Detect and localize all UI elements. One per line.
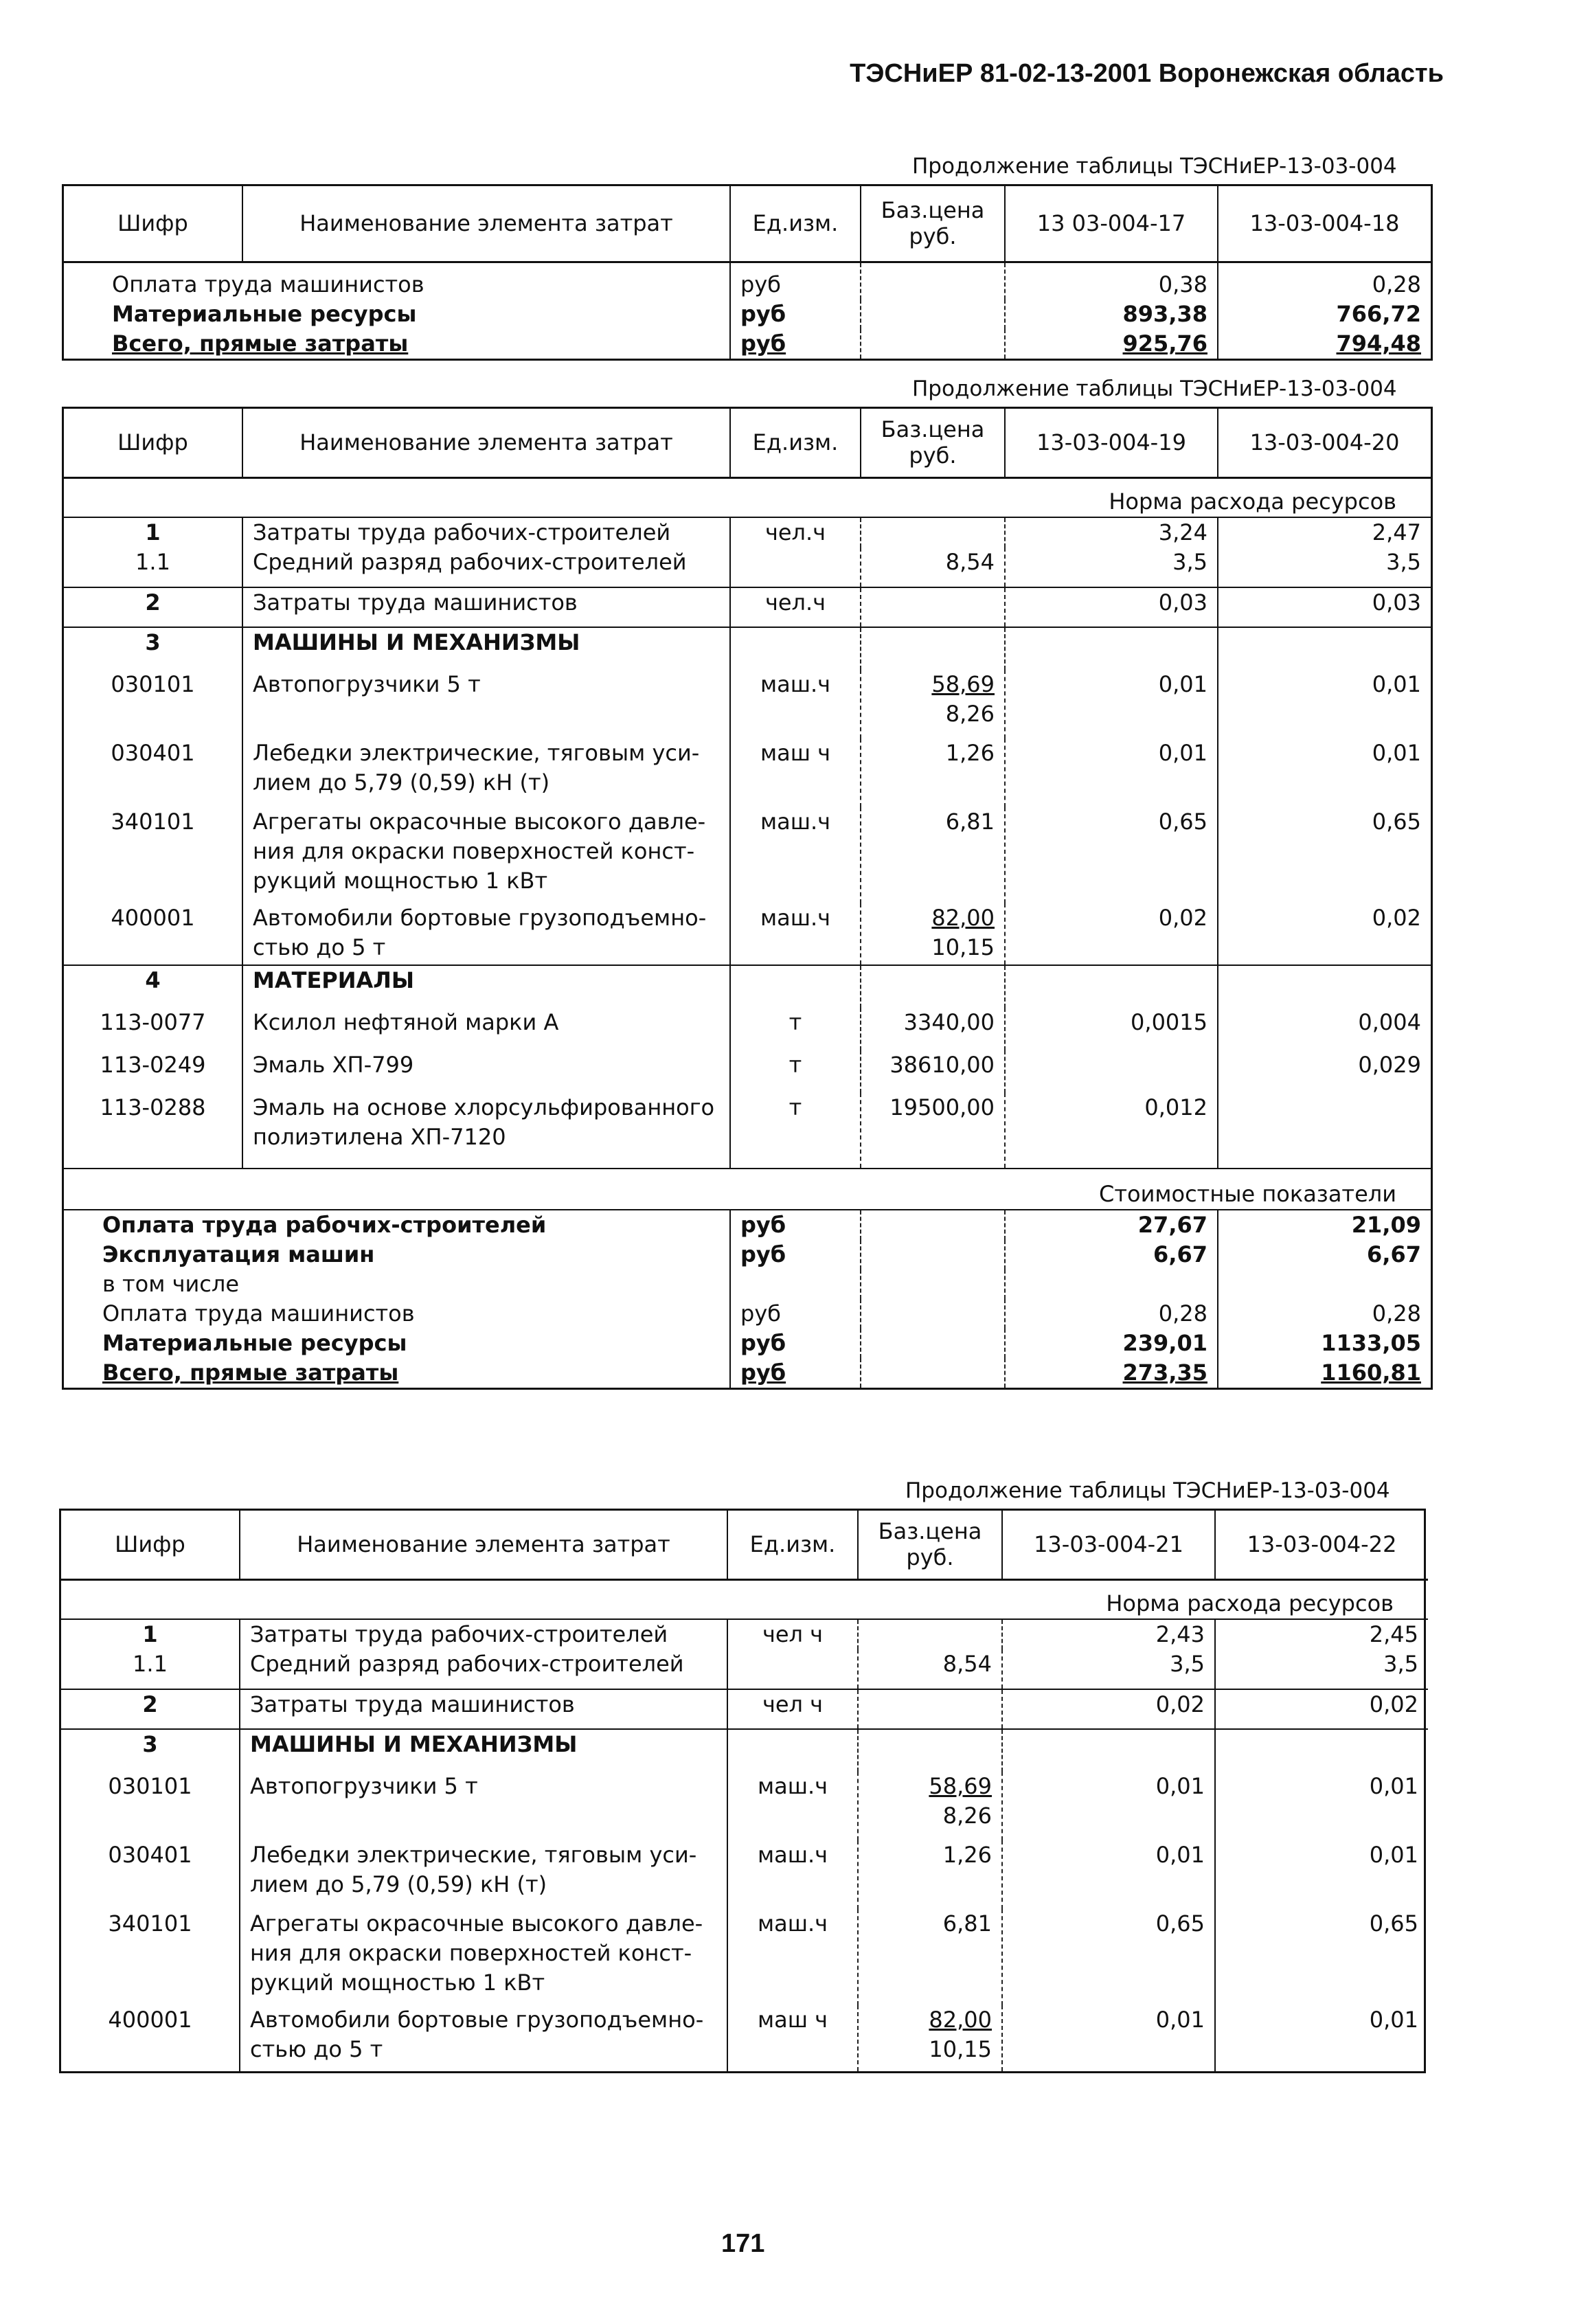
cost-table-1	[62, 184, 1433, 361]
table-row: 113-0077 Ксилол нефтяной марки А т 3340,00 0,0015 0,004	[64, 1008, 1431, 1050]
table-caption: Продолжение таблицы ТЭСНиЕР-13-03-004	[905, 1478, 1390, 1503]
col-unit-header: Ед.изм.	[727, 1511, 858, 1579]
table-row: 030101 Автопогрузчики 5 т маш.ч 58,69 8,26 0,01 0,01	[61, 1772, 1428, 1840]
cost-heading: Стоимостные показатели	[64, 1169, 1431, 1210]
col-a-header: 13-03-004-21	[1002, 1511, 1215, 1579]
table-row: 1 Затраты труда рабочих-строителей чел.ч 3,24 2,47	[64, 517, 1431, 548]
table-row: 1 Затраты труда рабочих-строителей чел ч 2,43 2,45	[61, 1619, 1428, 1649]
col-a-header: 13 03-004-17	[1005, 186, 1218, 262]
cost-row: Материальные ресурсы руб 893,38 766,72	[64, 300, 1431, 329]
table-caption: Продолжение таблицы ТЭСНиЕР-13-03-004	[912, 154, 1397, 179]
cost-row: Оплата труда машинистов руб 0,38 0,28	[64, 262, 1431, 300]
col-b-header: 13-03-004-20	[1218, 409, 1431, 477]
col-name-header: Наименование элемента затрат	[242, 409, 730, 477]
table-row: 030101 Автопогрузчики 5 т маш.ч 58,69 8,26 0,01 0,01	[64, 670, 1431, 738]
cost-row: Всего, прямые затраты руб 273,35 1160,81	[64, 1358, 1431, 1388]
col-code-header: Шифр	[61, 1511, 240, 1579]
cost-row: Материальные ресурсы руб 239,01 1133,05	[64, 1329, 1431, 1358]
col-price-header: Баз.цена руб.	[861, 186, 1005, 262]
col-code-header: Шифр	[64, 186, 242, 262]
resource-table-2	[62, 407, 1433, 1390]
table-row: 3 МАШИНЫ И МЕХАНИЗМЫ	[64, 627, 1431, 670]
cost-row: Оплата труда рабочих-строителей руб 27,67 21,09	[64, 1210, 1431, 1240]
table-row: 030401 Лебедки электрические, тяговым уси- лием до 5,79 (0,59) кН (т) маш ч 1,26 0,01 0,01	[64, 738, 1431, 807]
table-row: 400001 Автомобили бортовые грузоподъемно- стью до 5 т маш.ч 82,00 10,15 0,02 0,02	[64, 903, 1431, 965]
table-row: 340101 Агрегаты окрасочные высокого давле- ния для окраски поверхностей конст- рукций мощностью 1 кВт маш.ч 6,81 0,65 0,65	[64, 807, 1431, 903]
col-code-header: Шифр	[64, 409, 242, 477]
table-row: 2 Затраты труда машинистов чел ч 0,02 0,02	[61, 1689, 1428, 1729]
table-row: 400001 Автомобили бортовые грузоподъемно- стью до 5 т маш ч 82,00 10,15 0,01 0,01	[61, 2005, 1428, 2071]
table-row: 1.1 Средний разряд рабочих-строителей 8,54 3,5 3,5	[61, 1649, 1428, 1689]
col-b-header: 13-03-004-22	[1215, 1511, 1428, 1579]
norm-heading: Норма расхода ресурсов	[61, 1579, 1428, 1619]
norm-heading: Норма расхода ресурсов	[64, 477, 1431, 517]
col-price-header: Баз.цена руб.	[861, 409, 1005, 477]
resource-table-3	[59, 1509, 1426, 2073]
col-a-header: 13-03-004-19	[1005, 409, 1218, 477]
page-number: 171	[721, 2229, 765, 2258]
table-row: 4 МАТЕРИАЛЫ	[64, 965, 1431, 1008]
col-b-header: 13-03-004-18	[1218, 186, 1431, 262]
page-header: ТЭСНиЕР 81-02-13-2001 Воронежская область	[850, 59, 1444, 88]
table-row: 340101 Агрегаты окрасочные высокого давле- ния для окраски поверхностей конст- рукций мощностью 1 кВт маш.ч 6,81 0,65 0,65	[61, 1909, 1428, 2005]
table-row: 113-0249 Эмаль ХП-799 т 38610,00 0,029	[64, 1050, 1431, 1093]
col-name-header: Наименование элемента затрат	[242, 186, 730, 262]
col-price-header: Баз.цена руб.	[858, 1511, 1002, 1579]
table-row: 3 МАШИНЫ И МЕХАНИЗМЫ	[61, 1729, 1428, 1772]
col-unit-header: Ед.изм.	[730, 409, 861, 477]
table-caption: Продолжение таблицы ТЭСНиЕР-13-03-004	[912, 376, 1397, 401]
cost-row: Эксплуатация машин руб 6,67 6,67	[64, 1240, 1431, 1270]
cost-row: Всего, прямые затраты руб 925,76 794,48	[64, 329, 1431, 359]
table-row: 1.1 Средний разряд рабочих-строителей 8,54 3,5 3,5	[64, 548, 1431, 587]
cost-row: в том числе	[64, 1270, 1431, 1299]
table-row: 030401 Лебедки электрические, тяговым уси- лием до 5,79 (0,59) кН (т) маш.ч 1,26 0,01 0,01	[61, 1840, 1428, 1909]
col-name-header: Наименование элемента затрат	[240, 1511, 727, 1579]
col-unit-header: Ед.изм.	[730, 186, 861, 262]
cost-row: Оплата труда машинистов руб 0,28 0,28	[64, 1299, 1431, 1329]
table-row: 2 Затраты труда машинистов чел.ч 0,03 0,03	[64, 587, 1431, 627]
table-row: 113-0288 Эмаль на основе хлорсульфированного полиэтилена ХП-7120 т 19500,00 0,012	[64, 1093, 1431, 1169]
